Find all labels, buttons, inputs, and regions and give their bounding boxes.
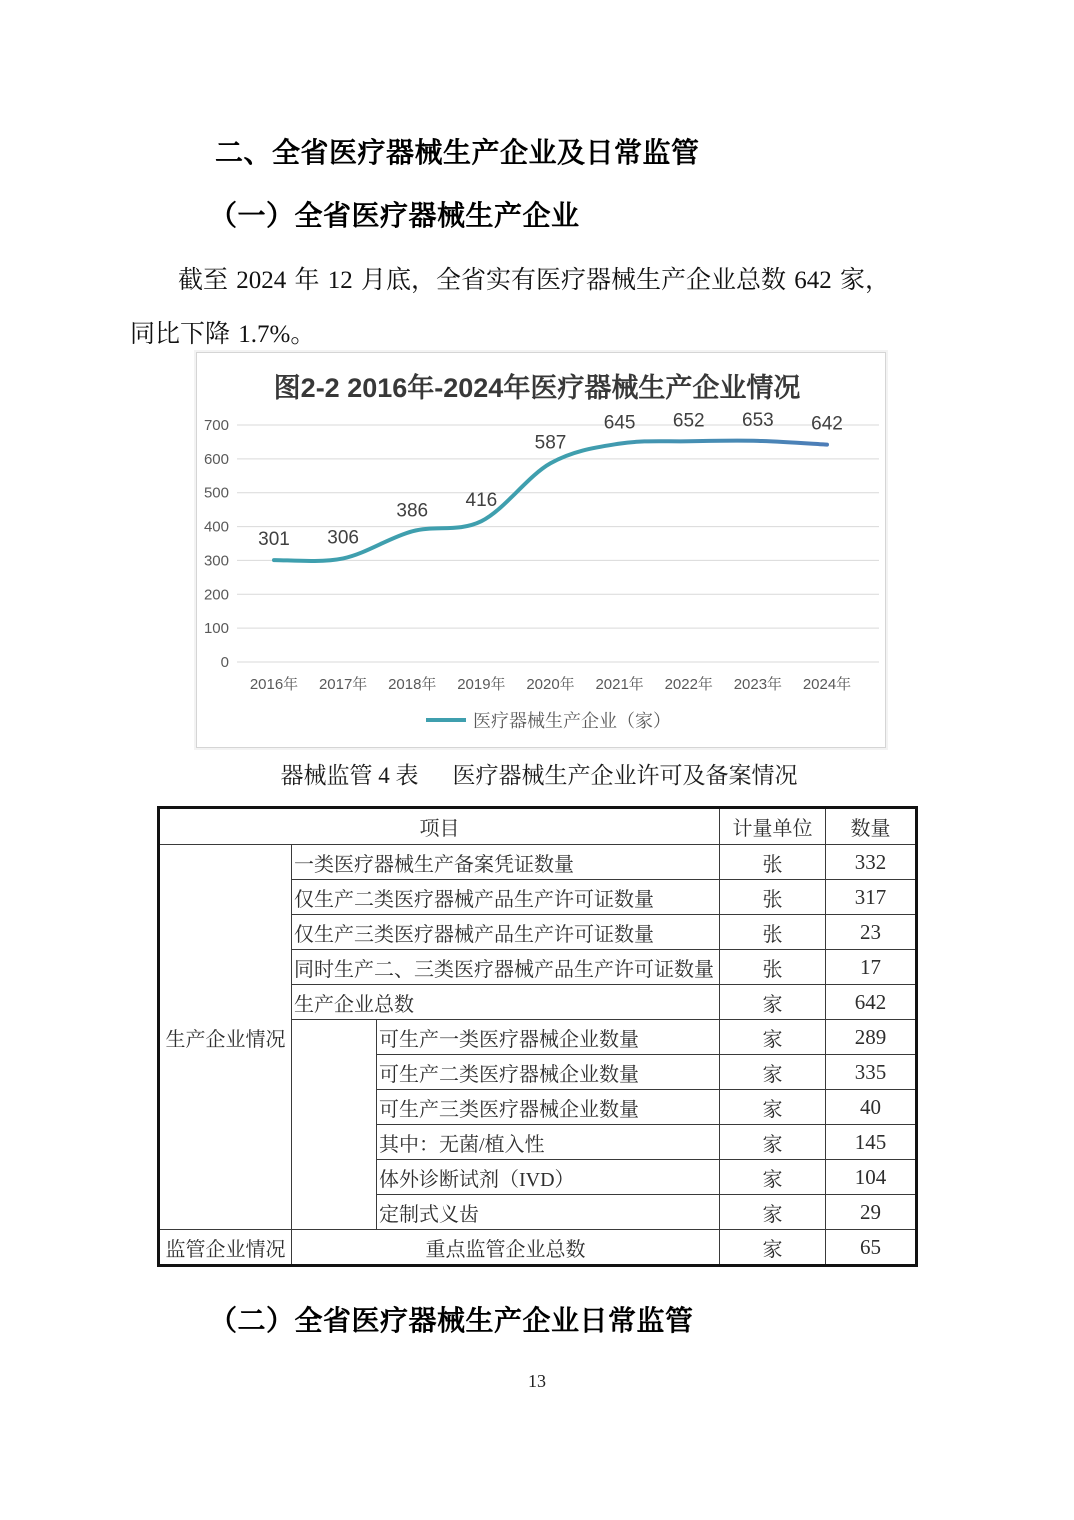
body-paragraph xyxy=(130,254,948,362)
table-row xyxy=(159,1230,917,1266)
chart-title: 图2-2 2016年-2024年医疗器械生产企业情况 xyxy=(273,373,801,403)
value-cell: 29 xyxy=(826,1195,917,1230)
data-label: 416 xyxy=(465,490,498,512)
subsection-heading-2: （二）全省医疗器械生产企业日常监管 xyxy=(209,1305,694,1336)
data-label: 645 xyxy=(603,412,636,434)
data-label: 306 xyxy=(327,527,359,549)
row-label-cell: 体外诊断试剂（IVD） xyxy=(377,1160,720,1195)
x-tick-label: 2016年 xyxy=(249,676,299,693)
y-tick-label: 500 xyxy=(203,484,229,502)
group-supervision-cell: 监管企业情况 xyxy=(159,1230,292,1266)
unit-cell: 家 xyxy=(720,1020,826,1055)
unit-cell: 张 xyxy=(720,845,826,880)
value-cell: 23 xyxy=(826,915,917,950)
paragraph-line-2: 同比下降 1.7%。 xyxy=(130,321,316,348)
value-cell: 317 xyxy=(826,880,917,915)
value-cell: 40 xyxy=(826,1090,917,1125)
value-cell: 289 xyxy=(826,1020,917,1055)
y-tick-label: 100 xyxy=(203,620,229,638)
unit-cell: 家 xyxy=(720,1125,826,1160)
row-label-cell: 可生产二类医疗器械企业数量 xyxy=(377,1055,720,1090)
value-cell: 642 xyxy=(826,985,917,1020)
value-cell: 335 xyxy=(826,1055,917,1090)
y-tick-label: 400 xyxy=(203,518,229,536)
unit-cell: 家 xyxy=(720,1055,826,1090)
row-label-cell: 同时生产二、三类医疗器械产品生产许可证数量 xyxy=(292,950,720,985)
group-production-cell: 生产企业情况 xyxy=(159,845,292,1230)
legend-label: 医疗器械生产企业（家） xyxy=(473,711,671,731)
row-label-cell: 重点监管企业总数 xyxy=(292,1230,720,1266)
value-cell: 104 xyxy=(826,1160,917,1195)
table-row xyxy=(159,845,917,880)
unit-cell: 家 xyxy=(720,1160,826,1195)
unit-cell: 张 xyxy=(720,880,826,915)
header-item-cell: 项目 xyxy=(159,808,720,845)
license-table xyxy=(157,806,918,1267)
unit-cell: 家 xyxy=(720,985,826,1020)
data-label: 652 xyxy=(672,410,705,432)
unit-cell: 张 xyxy=(720,950,826,985)
unit-cell: 家 xyxy=(720,1230,826,1266)
row-label-cell: 其中：无菌/植入性 xyxy=(377,1125,720,1160)
x-tick-label: 2017年 xyxy=(318,676,368,693)
spacer-cell xyxy=(292,1020,377,1230)
table-header-row xyxy=(159,808,917,845)
row-label-cell: 仅生产二类医疗器械产品生产许可证数量 xyxy=(292,880,720,915)
unit-cell: 家 xyxy=(720,1090,826,1125)
y-tick-label: 700 xyxy=(203,417,229,434)
data-label: 653 xyxy=(742,409,774,431)
x-tick-label: 2021年 xyxy=(595,676,644,693)
row-label-cell: 可生产一类医疗器械企业数量 xyxy=(377,1020,720,1055)
y-tick-label: 0 xyxy=(220,654,229,671)
subsection-heading-1: （一）全省医疗器械生产企业 xyxy=(209,200,580,231)
unit-cell: 张 xyxy=(720,915,826,950)
chart-figure xyxy=(196,352,886,748)
row-label-cell: 一类医疗器械生产备案凭证数量 xyxy=(292,845,720,880)
header-qty-cell: 数量 xyxy=(826,808,917,845)
y-tick-label: 200 xyxy=(203,586,229,604)
x-tick-label: 2019年 xyxy=(457,676,506,693)
x-tick-label: 2024年 xyxy=(802,676,852,693)
row-label-cell: 可生产三类医疗器械企业数量 xyxy=(377,1090,720,1125)
row-label-cell: 仅生产三类医疗器械产品生产许可证数量 xyxy=(292,915,720,950)
table-caption-label: 器械监管 4 表 xyxy=(280,763,419,788)
y-tick-label: 300 xyxy=(203,552,229,570)
value-cell: 65 xyxy=(826,1230,917,1266)
x-tick-label: 2018年 xyxy=(388,676,437,693)
data-label: 642 xyxy=(811,413,843,435)
data-label: 587 xyxy=(534,432,567,454)
page-number: 13 xyxy=(528,1371,546,1391)
x-tick-label: 2022年 xyxy=(664,676,713,693)
section-heading: 二、全省医疗器械生产企业及日常监管 xyxy=(215,137,700,168)
x-tick-label: 2020年 xyxy=(526,676,575,693)
data-label: 301 xyxy=(258,529,290,551)
production-line-chart xyxy=(197,353,883,745)
y-tick-label: 600 xyxy=(203,450,229,468)
paragraph-line-1: 截至 2024 年 12 月底，全省实有医疗器械生产企业总数 642 家， xyxy=(178,267,891,294)
value-cell: 332 xyxy=(826,845,917,880)
value-cell: 17 xyxy=(826,950,917,985)
unit-cell: 家 xyxy=(720,1195,826,1230)
row-label-cell: 生产企业总数 xyxy=(292,985,720,1020)
table-caption-title: 医疗器械生产企业许可及备案情况 xyxy=(452,763,798,788)
data-label: 386 xyxy=(396,500,429,522)
header-unit-cell: 计量单位 xyxy=(720,808,826,845)
table-caption xyxy=(130,757,948,790)
x-tick-label: 2023年 xyxy=(733,676,783,693)
row-label-cell: 定制式义齿 xyxy=(377,1195,720,1230)
value-cell: 145 xyxy=(826,1125,917,1160)
